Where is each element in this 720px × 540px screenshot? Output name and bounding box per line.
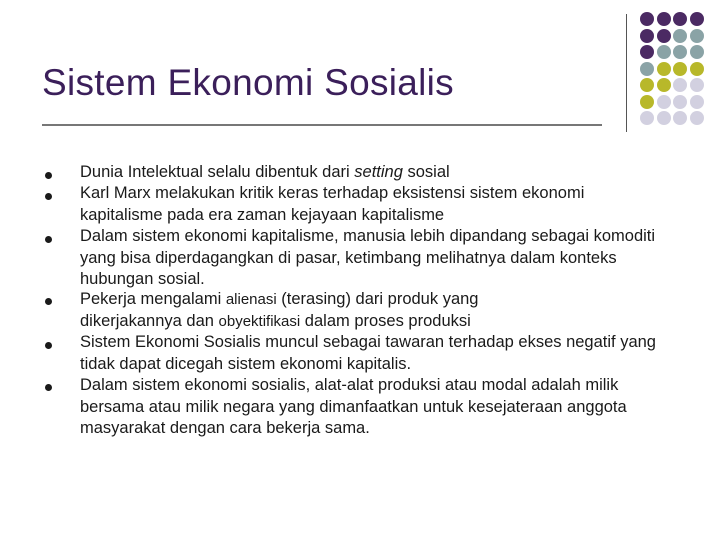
slide-title: Sistem Ekonomi Sosialis (42, 62, 454, 103)
bullet-dot-icon (45, 193, 52, 200)
bullet-dot-icon (45, 342, 52, 349)
bullet-text: Sistem Ekonomi Sosialis muncul sebagai tawaran terhadap ekses negatif yang tidak dapat dicegah sistem ekonomi kapitalis. (80, 333, 656, 373)
bullet-dot-icon (45, 172, 52, 179)
bullet-text: Dalam sistem ekonomi sosialis, alat-alat produksi atau modal adalah milik bersama atau milik negara yang dimanfaatkan untuk kesejateraan anggota masyarakat dengan cara bekerja sama. (80, 376, 627, 437)
bullet-text: Karl Marx melakukan kritik keras terhadap eksistensi sistem ekonomi kapitalisme pada era zaman kejayaan kapitalisme (80, 184, 585, 224)
bullet-dot-icon (45, 384, 52, 391)
bullet-dot-icon (45, 298, 52, 305)
bullet-text: Dunia Intelektual selalu dibentuk dari setting sosial (80, 163, 450, 181)
bullet-dot-icon (45, 236, 52, 243)
bullet-text: Dalam sistem ekonomi kapitalisme, manusia lebih dipandang sebagai komoditi yang bisa diperdagangkan di pasar, ketimbang melihatnya dalam konteks hubungan sosial. (80, 227, 656, 288)
bullet-text: Pekerja mengalami alienasi (terasing) dari produk yang dikerjakannya dan obyektifikasi dalam proses produksi (80, 290, 479, 330)
